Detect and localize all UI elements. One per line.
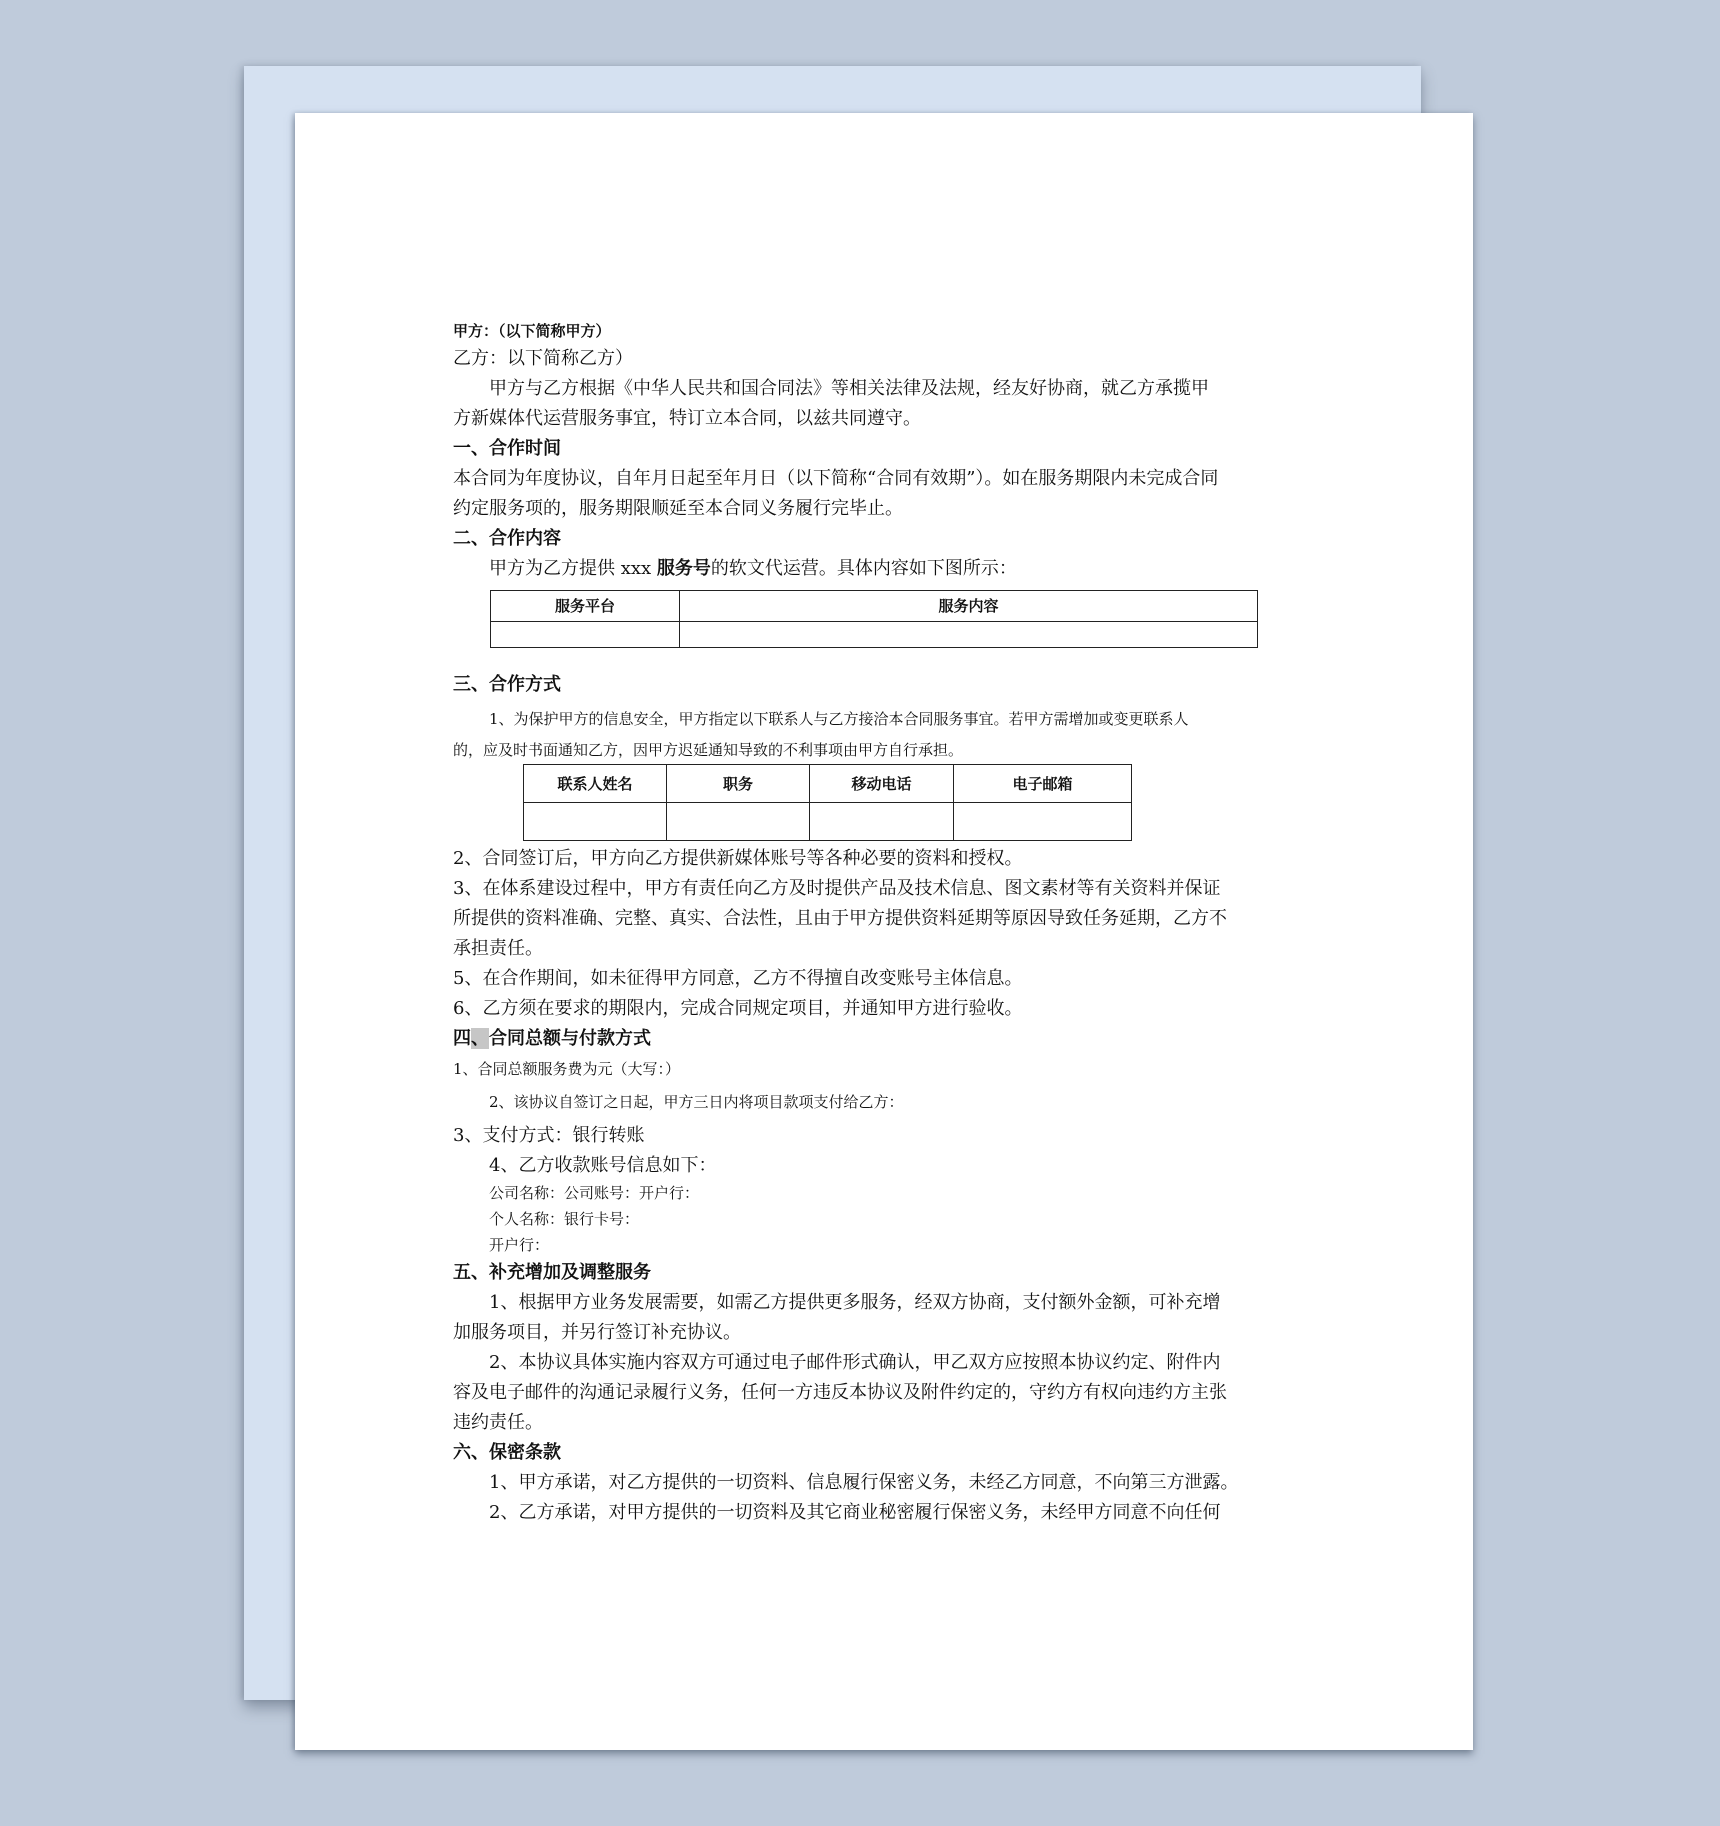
table-header-cell: 职务 (667, 765, 810, 803)
party-b: 乙方：以下简称乙方） (453, 348, 633, 369)
section-3-item3-line-2: 所提供的资料准确、完整、真实、合法性，且由于甲方提供资料延期等原因导致任务延期，乙方不 (453, 908, 1227, 929)
section-5-item2-line-3: 违约责任。 (453, 1412, 543, 1433)
section-3-item6: 6、乙方须在要求的期限内，完成合同规定项目，并通知甲方进行验收。 (453, 998, 1023, 1019)
section-6-title: 六、保密条款 (453, 1442, 561, 1463)
section-1-line-2: 约定服务项的，服务期限顺延至本合同义务履行完毕止。 (453, 498, 903, 519)
section-4-item4: 4、乙方收款账号信息如下： (489, 1155, 717, 1176)
table-header-cell: 服务内容 (680, 591, 1258, 622)
section-4-title-highlight: 、 (471, 1028, 489, 1049)
section-3-item3-line-3: 承担责任。 (453, 938, 543, 959)
section-5-item1-line-1: 1、根据甲方业务发展需要，如需乙方提供更多服务，经双方协商，支付额外金额，可补充增 (489, 1292, 1221, 1313)
table-row (491, 622, 1258, 648)
section-3-item3-line-1: 3、在体系建设过程中，甲方有责任向乙方及时提供产品及技术信息、图文素材等有关资料并保证 (453, 878, 1221, 899)
document-body (453, 318, 1313, 1528)
table-header-cell: 服务平台 (491, 591, 680, 622)
section-3-item1-line-2: 的，应及时书面通知乙方，因甲方迟延通知导致的不利事项由甲方自行承担。 (453, 741, 964, 759)
section-3-item1-line-1: 1、为保护甲方的信息安全，甲方指定以下联系人与乙方接洽本合同服务事宜。若甲方需增加或变更联系人 (489, 710, 1189, 728)
table-header-cell: 移动电话 (810, 765, 954, 803)
table-header-cell: 联系人姓名 (524, 765, 667, 803)
section-5-item1-line-2: 加服务项目，并另行签订补充协议。 (453, 1322, 741, 1343)
table-row (524, 803, 1132, 841)
table-header-cell: 电子邮箱 (954, 765, 1132, 803)
section-2-line-post: 的软文代运营。具体内容如下图所示： (710, 558, 1017, 579)
section-3-item5: 5、在合作期间，如未征得甲方同意，乙方不得擅自改变账号主体信息。 (453, 968, 1023, 989)
contact-table-wrap (453, 764, 1313, 844)
section-5-item2-line-1: 2、本协议具体实施内容双方可通过电子邮件形式确认，甲乙双方应按照本协议约定、附件内 (489, 1352, 1221, 1373)
section-2-title: 二、合作内容 (453, 528, 561, 549)
section-4-item2: 2、该协议自签订之日起，甲方三日内将项目款项支付给乙方： (489, 1093, 904, 1111)
section-4-item1: 1、合同总额服务费为元（大写：） (453, 1060, 681, 1078)
section-1-title: 一、合作时间 (453, 438, 561, 459)
intro-line-2: 方新媒体代运营服务事宜，特订立本合同，以兹共同遵守。 (453, 408, 921, 429)
section-4-title-text: 合同总额与付款方式 (489, 1028, 651, 1049)
section-3-title: 三、合作方式 (453, 674, 561, 695)
table-cell (667, 803, 810, 841)
section-4-item3: 3、支付方式：银行转账 (453, 1125, 645, 1146)
table-cell (680, 622, 1258, 648)
table-cell (524, 803, 667, 841)
table-cell (491, 622, 680, 648)
section-2-line-bold: 服务号 (656, 558, 711, 579)
section-2-line (453, 554, 1313, 584)
section-1-line-1: 本合同为年度协议，自年月日起至年月日（以下简称“合同有效期”）。如在服务期限内未完成合同 (453, 468, 1219, 489)
section-2-line-pre: 甲方为乙方提供 xxx (489, 558, 657, 579)
contact-table (523, 764, 1132, 841)
table-cell (810, 803, 954, 841)
section-4-title (453, 1024, 1313, 1054)
section-3-item2: 2、合同签订后，甲方向乙方提供新媒体账号等各种必要的资料和授权。 (453, 848, 1023, 869)
party-a: 甲方：（以下简称甲方） (453, 322, 611, 340)
section-4-title-num: 四 (453, 1028, 471, 1049)
section-4-personal: 个人名称：银行卡号： (489, 1210, 640, 1228)
section-6-item2: 2、乙方承诺，对甲方提供的一切资料及其它商业秘密履行保密义务，未经甲方同意不向任何 (489, 1502, 1221, 1523)
service-table (490, 590, 1258, 648)
service-table-wrap (453, 584, 1313, 668)
section-6-item1: 1、甲方承诺，对乙方提供的一切资料、信息履行保密义务，未经乙方同意，不向第三方泄露。 (489, 1472, 1239, 1493)
section-4-company: 公司名称：公司账号：开户行： (489, 1184, 700, 1202)
table-cell (954, 803, 1132, 841)
section-4-bank: 开户行： (489, 1236, 550, 1254)
section-5-item2-line-2: 容及电子邮件的沟通记录履行义务，任何一方违反本协议及附件约定的，守约方有权向违约方主张 (453, 1382, 1227, 1403)
intro-line-1: 甲方与乙方根据《中华人民共和国合同法》等相关法律及法规，经友好协商，就乙方承揽甲 (489, 378, 1209, 399)
section-5-title: 五、补充增加及调整服务 (453, 1262, 651, 1283)
